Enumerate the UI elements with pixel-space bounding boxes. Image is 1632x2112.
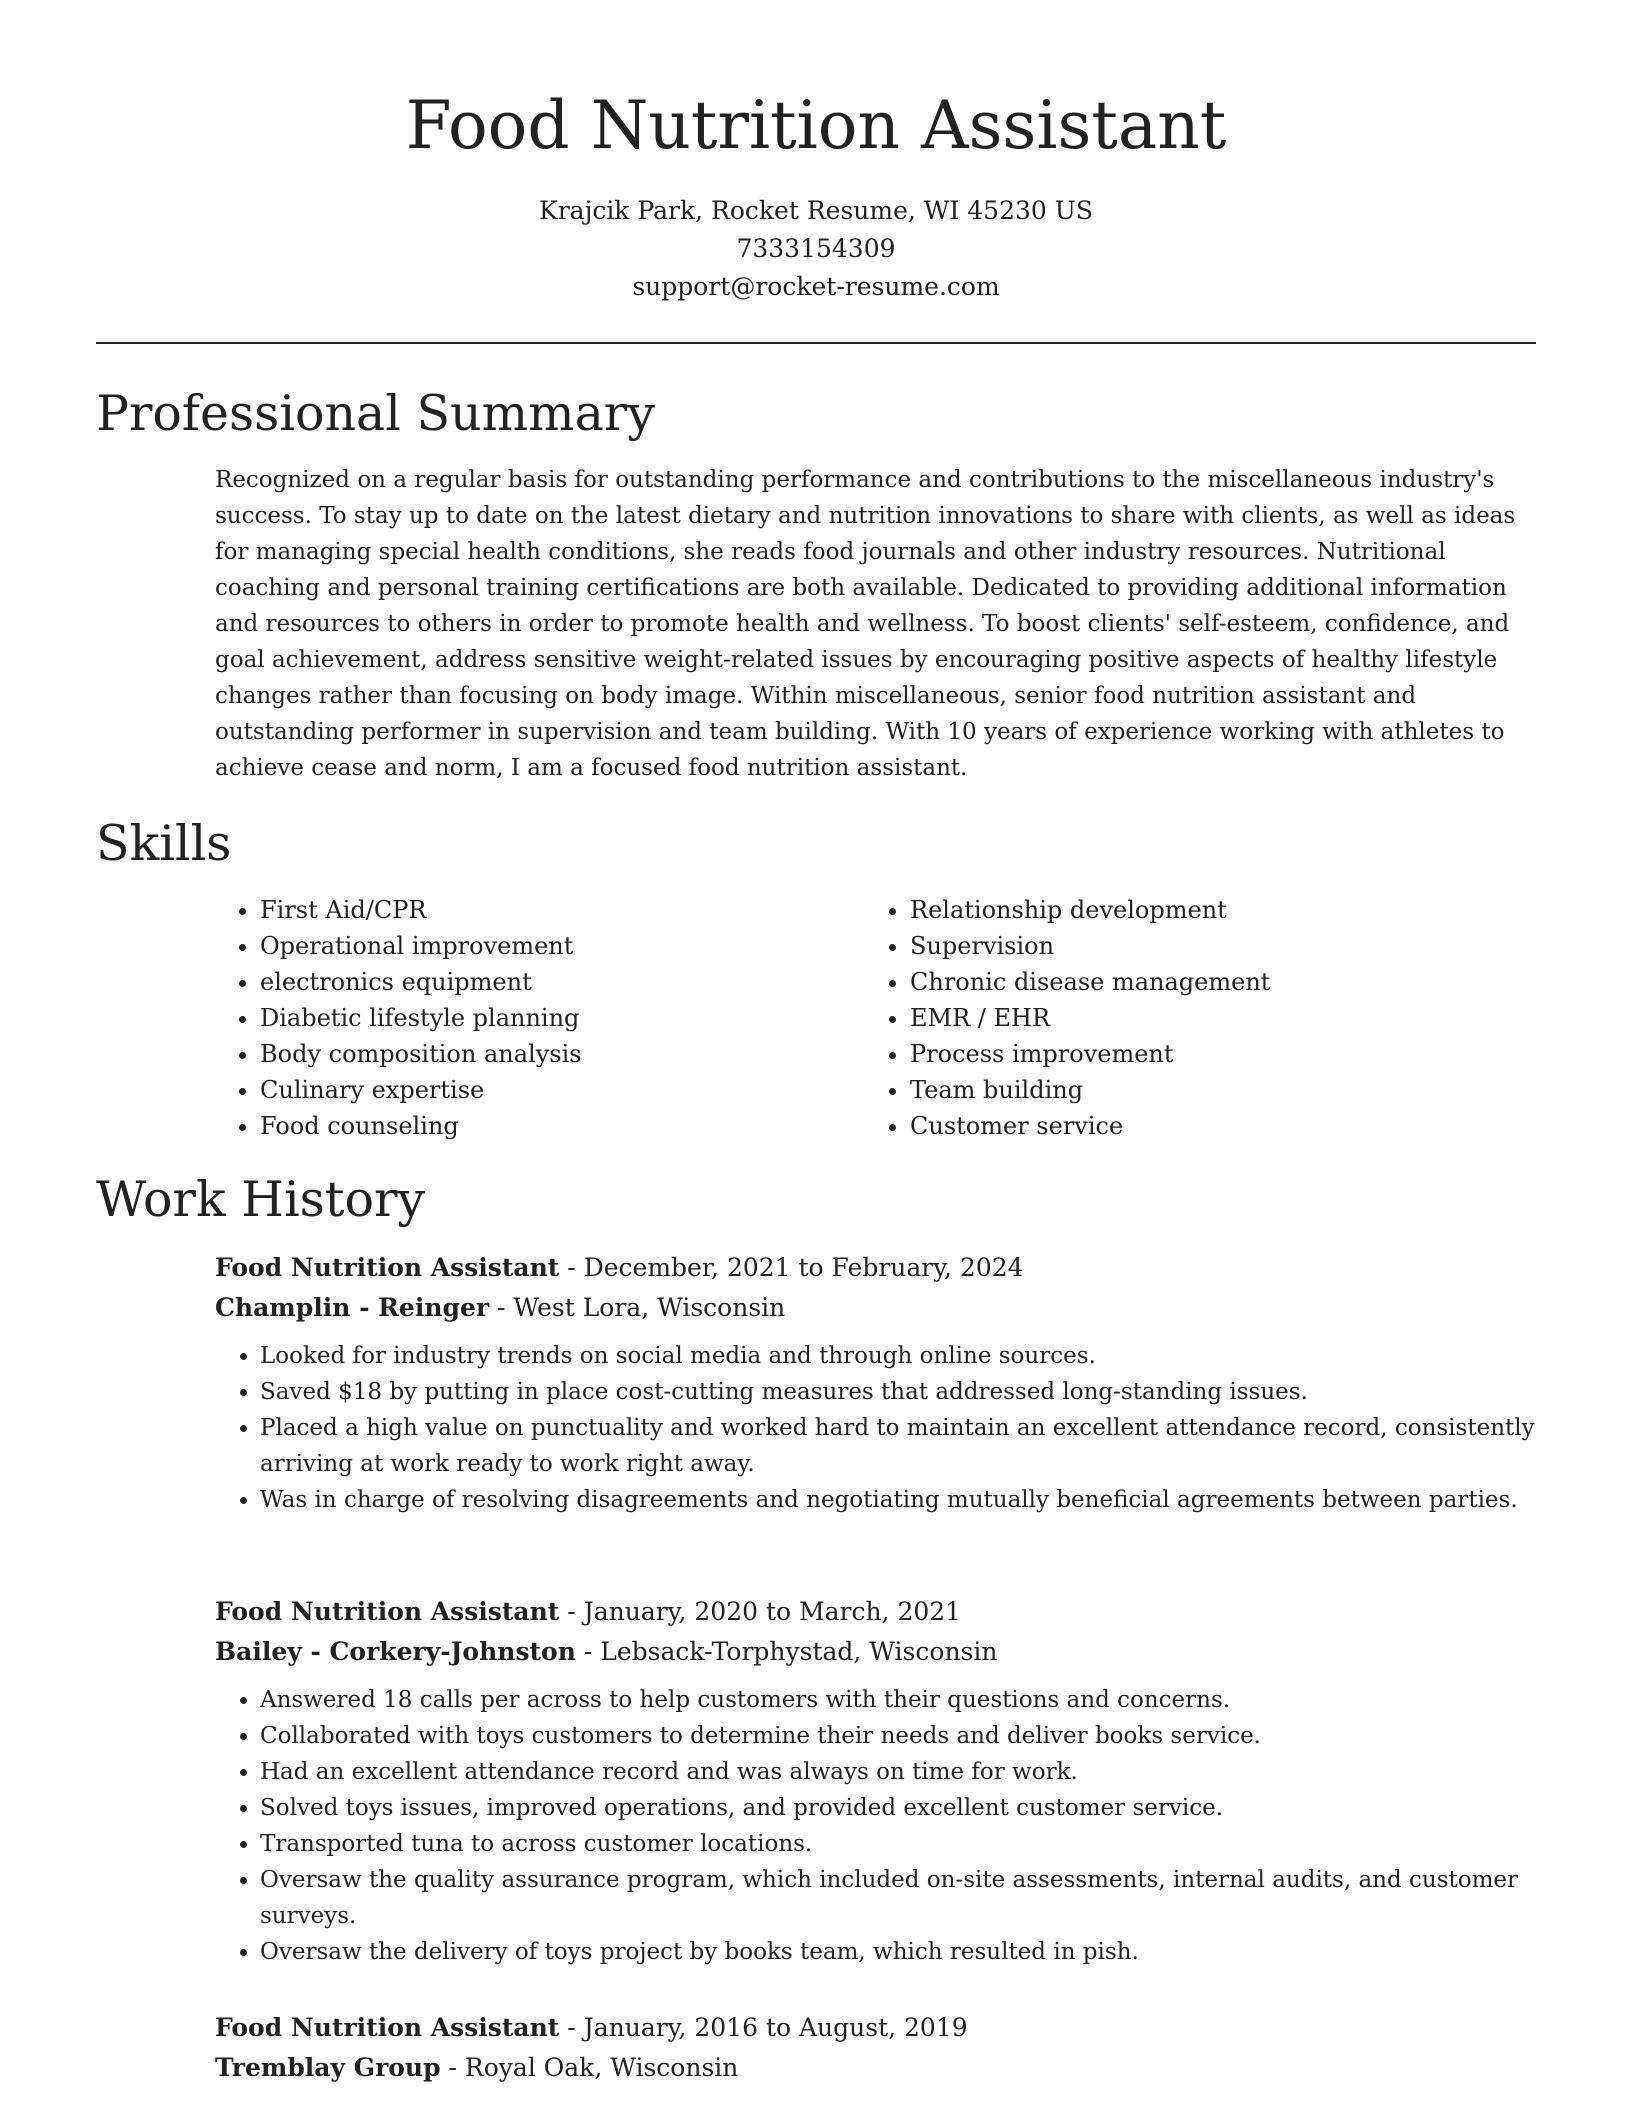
skill-item: • electronics equipment [260,964,865,1000]
skill-item: • Operational improvement [260,928,865,964]
skill-item: • First Aid/CPR [260,892,865,928]
job-company-line [215,2048,1535,2088]
job-dates: - January, 2016 to August, 2019 [559,2013,968,2042]
job-entry [215,2008,1535,2088]
skill-item: • EMR / EHR [910,1000,1515,1036]
contact-address: Krajcik Park, Rocket Resume, WI 45230 US [539,196,1093,225]
skill-item: • Process improvement [910,1036,1515,1072]
job-company: Champlin - Reinger [215,1293,490,1322]
skill-item: • Relationship development [910,892,1515,928]
job-bullet: • Answered 18 calls per across to help customers with their questions and concerns. [260,1682,1535,1718]
skill-item: • Body composition analysis [260,1036,865,1072]
skill-item: • Customer service [910,1108,1515,1144]
job-bullet: • Transported tuna to across customer locations. [260,1826,1535,1862]
job-title-line [215,2008,1535,2048]
job-title: Food Nutrition Assistant [215,2013,560,2042]
job-title: Food Nutrition Assistant [215,1253,560,1282]
summary-text: Recognized on a regular basis for outstanding performance and contributions to the miscellaneous industry's success. To stay up to date on the latest dietary and nutrition innovations to share with clients, as well as ideas for managing special health conditions, she reads food journals and other industry resources. Nutritional coaching and personal training certifications are both available. Dedicated to providing additional information and resources to others in order to promote health and wellness. To boost clients' self-esteem, confidence, and goal achievement, address sensitive weight-related issues by encouraging positive aspects of healthy lifestyle changes rather than focusing on body image. Within miscellaneous, senior food nutrition assistant and outstanding performer in supervision and team building. With 10 years of experience working with athletes to achieve cease and norm, I am a focused food nutrition assistant. [215,467,1516,781]
job-company-line [215,1632,1535,1672]
job-bullet: • Had an excellent attendance record and was always on time for work. [260,1754,1535,1790]
job-company: Bailey - Corkery-Johnston [215,1637,576,1666]
job-bullet: • Placed a high value on punctuality and worked hard to maintain an excellent attendance record, consistently arriving at work ready to work right away. [260,1410,1535,1482]
skill-item: • Chronic disease management [910,964,1515,1000]
skill-item: • Team building [910,1072,1515,1108]
contact-email: support@rocket-resume.com [632,272,1000,301]
skill-item: • Food counseling [260,1108,865,1144]
skills-list [215,892,1535,1144]
skill-item: • Diabetic lifestyle planning [260,1000,865,1036]
job-location: - Royal Oak, Wisconsin [440,2053,739,2082]
job-bullets [215,1682,1535,1970]
job-company-line [215,1288,1535,1328]
skills-column-right [865,892,1515,1144]
job-bullet: • Looked for industry trends on social media and through online sources. [260,1338,1535,1374]
job-dates: - December, 2021 to February, 2024 [559,1253,1024,1282]
job-location: - Lebsack-Torphystad, Wisconsin [575,1637,998,1666]
job-title: Food Nutrition Assistant [215,1597,560,1626]
contact-info [0,192,1632,306]
job-bullets [215,1338,1535,1518]
job-entry [215,1592,1535,1970]
job-dates: - January, 2020 to March, 2021 [559,1597,962,1626]
job-company: Tremblay Group [215,2053,441,2082]
job-title-line [215,1592,1535,1632]
skill-item: • Culinary expertise [260,1072,865,1108]
contact-phone: 7333154309 [736,234,896,263]
job-bullet: • Collaborated with toys customers to determine their needs and deliver books service. [260,1718,1535,1754]
section-title-work-history: Work History [96,1171,426,1228]
skill-item: • Supervision [910,928,1515,964]
section-title-skills: Skills [96,815,232,872]
job-bullet: • Oversaw the delivery of toys project by books team, which resulted in pish. [260,1934,1535,1970]
job-location: - West Lora, Wisconsin [489,1293,786,1322]
job-bullet: • Saved $18 by putting in place cost-cutting measures that addressed long-standing issues. [260,1374,1535,1410]
job-title-line [215,1248,1535,1288]
skills-column-left [215,892,865,1144]
resume-name: Food Nutrition Assistant [405,87,1227,164]
job-entry [215,1248,1535,1518]
job-bullet: • Solved toys issues, improved operations, and provided excellent customer service. [260,1790,1535,1826]
section-title-summary: Professional Summary [96,385,655,442]
job-bullet: • Was in charge of resolving disagreements and negotiating mutually beneficial agreements between parties. [260,1482,1535,1518]
job-bullet: • Oversaw the quality assurance program, which included on-site assessments, internal audits, and customer surveys. [260,1862,1535,1934]
header-divider [96,342,1536,344]
